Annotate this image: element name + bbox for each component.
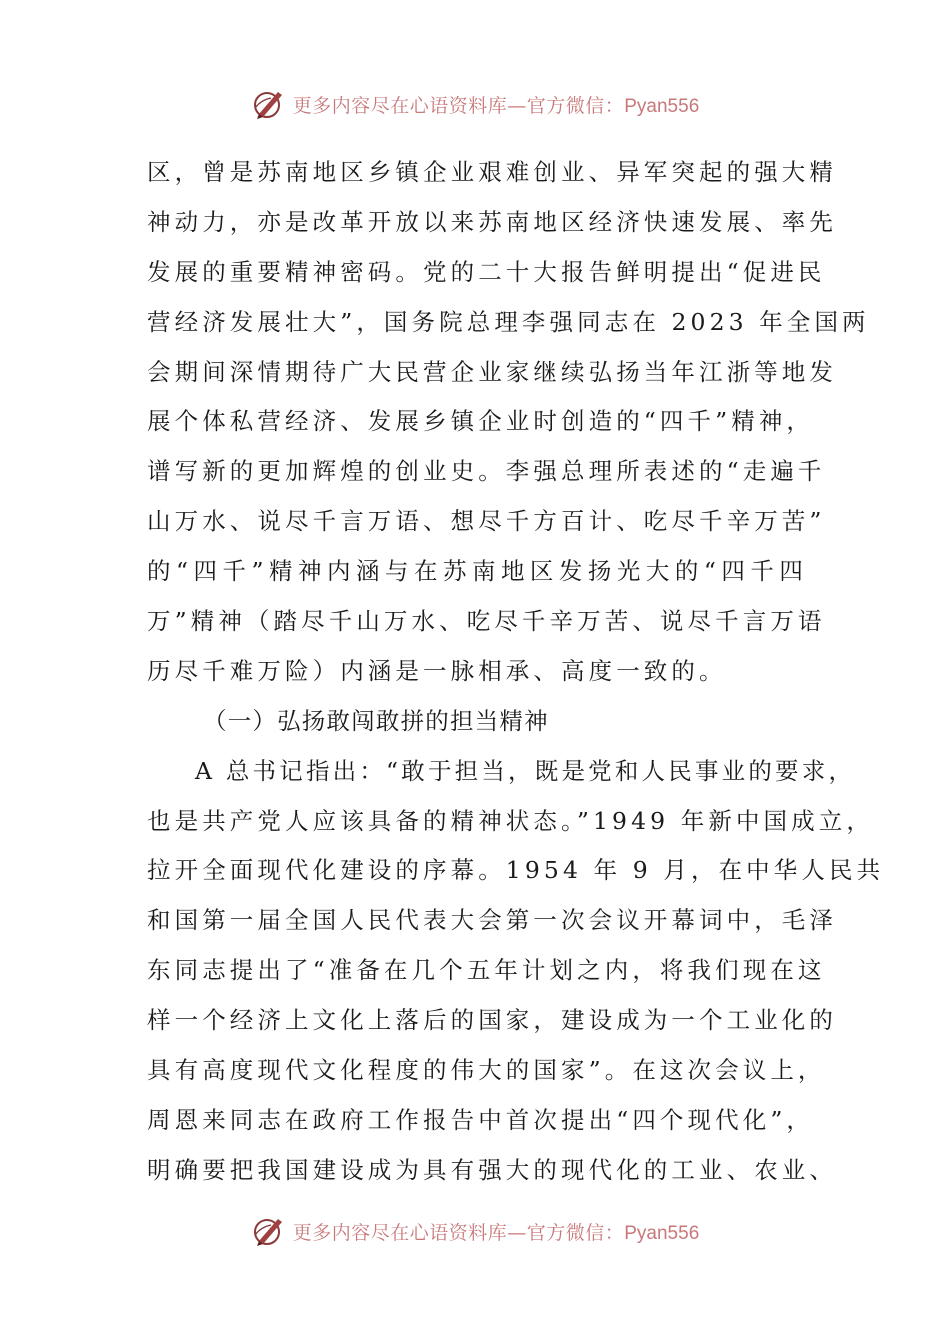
paragraph-line: 具有高度现代文化程度的伟大的国家”。在这次会议上， — [147, 1056, 826, 1085]
watermark-text: 更多内容尽在心语资料库—官方微信：Pyan556 — [292, 94, 700, 117]
paragraph-line: 发展的重要精神密码。党的二十大报告鲜明提出“促进民 — [147, 257, 826, 286]
footer-watermark-content — [251, 1213, 700, 1249]
paragraph-line: 周恩来同志在政府工作报告中首次提出“四个现代化”， — [147, 1105, 815, 1134]
section-heading: （一）弘扬敢闯敢拼的担当精神 — [203, 706, 549, 735]
paragraph-line: 东同志提出了“准备在几个五年计划之内，将我们现在这 — [147, 956, 826, 985]
paragraph-line: 区，曾是苏南地区乡镇企业艰难创业、异军突起的强大精 — [147, 158, 837, 186]
header-watermark-content — [251, 86, 700, 122]
paragraph-line: 谱写新的更加辉煌的创业史。李强总理所表述的“走遍千 — [147, 457, 826, 486]
paragraph-line: 拉开全面现代化建设的序幕。1954 年 9 月，在中华人民共 — [147, 856, 885, 885]
paragraph-line: 营经济发展壮大”，国务院总理李强同志在 2023 年全国两 — [147, 307, 870, 336]
paragraph-line: 明确要把我国建设成为具有强大的现代化的工业、农业、 — [147, 1155, 837, 1184]
paragraph-line: 和国第一届全国人民代表大会第一次会议开幕词中，毛泽 — [147, 906, 837, 935]
paragraph-line: 历尽千难万险）内涵是一脉相承、高度一致的。 — [147, 656, 727, 685]
document-body — [147, 148, 885, 1196]
paragraph-line: 也是共产党人应该具备的精神状态。”1949 年新中国成立， — [147, 806, 874, 835]
paragraph-line: 万”精神（踏尽千山万水、吃尽千辛万苦、说尽千言万语 — [147, 607, 826, 636]
paragraph-line: 展个体私营经济、发展乡镇企业时创造的“四千”精神， — [147, 407, 815, 436]
paragraph-line: 的“四千”精神内涵与在苏南地区发扬光大的“四千四 — [147, 557, 807, 586]
paragraph-line: 山万水、说尽千言万语、想尽千方百计、吃尽千辛万苦” — [147, 507, 826, 536]
watermark-text: 更多内容尽在心语资料库—官方微信：Pyan556 — [292, 1221, 700, 1244]
paragraph-line: A 总书记指出：“敢于担当，既是党和人民事业的要求， — [195, 756, 856, 785]
pen-logo-icon — [251, 86, 287, 122]
pen-logo-icon — [251, 1213, 287, 1249]
paragraph-line: 会期间深情期待广大民营企业家继续弘扬当年江浙等地发 — [147, 357, 837, 386]
header-watermark-banner — [0, 84, 950, 124]
paragraph-line: 神动力，亦是改革开放以来苏南地区经济快速发展、率先 — [147, 207, 837, 236]
paragraph-line: 样一个经济上文化上落后的国家，建设成为一个工业化的 — [147, 1006, 837, 1035]
footer-watermark-banner — [0, 1211, 950, 1251]
